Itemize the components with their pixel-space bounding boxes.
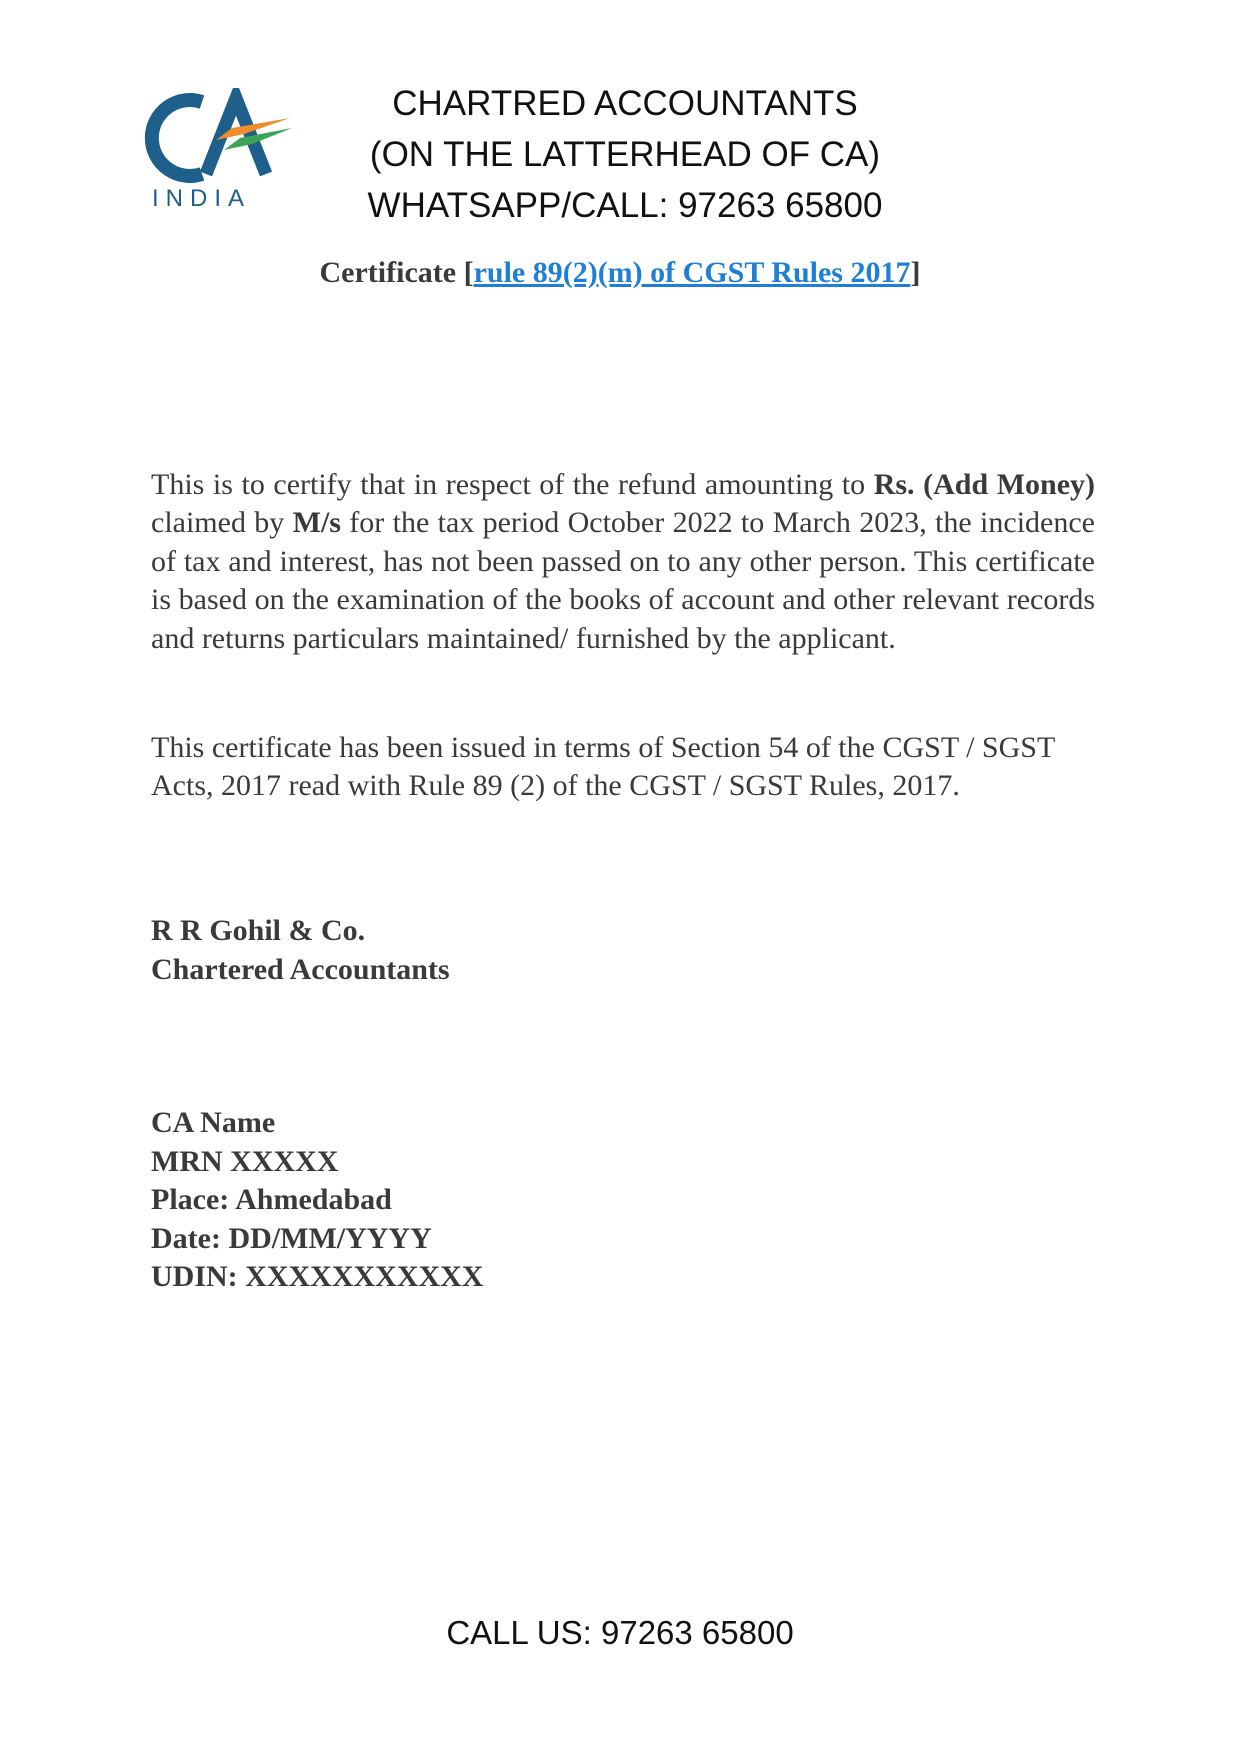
issuance-paragraph: This certificate has been issued in terms of Section 54 of the CGST / SGST Acts, 2017 read with Rule 89 (2) of the CGST / SGST Rules, 2017. (151, 731, 1055, 803)
ca-india-logo (140, 88, 300, 212)
certification-paragraph (151, 466, 1095, 658)
footer-contact: CALL US: 97263 65800 (446, 1614, 794, 1651)
firm-block (151, 912, 450, 989)
paragraph1-text-3: for the tax period October 2022 to March 2023, the incidence of tax and interest, has not been passed on to any other person. This certificate is based on the examination of the books of account and other relevant records and returns particulars maintained/ furnished by the applicant. (151, 506, 1095, 655)
firm-name: R R Gohil & Co. (151, 914, 366, 947)
signatory-mrn: MRN XXXXX (151, 1144, 339, 1178)
signatory-place: Place: Ahmedabad (151, 1183, 392, 1216)
certificate-title-suffix: ] (910, 256, 921, 289)
header-line-2: (ON THE LATTERHEAD OF CA) (369, 135, 881, 174)
certificate-title (0, 256, 1240, 290)
certificate-title-prefix: Certificate [ (319, 256, 474, 289)
header-line-3: WHATSAPP/CALL: 97263 65800 (367, 186, 883, 225)
rule-link[interactable]: rule 89(2)(m) of CGST Rules 2017 (473, 256, 911, 289)
party-name: M/s (292, 506, 341, 540)
signatory-date: Date: DD/MM/YYYY (151, 1221, 432, 1255)
signatory-block (151, 1104, 483, 1297)
refund-amount: Rs. (Add Money) (873, 468, 1096, 501)
paragraph1-text-2: claimed by (151, 506, 293, 540)
ca-india-logo-graphic (140, 88, 300, 212)
letterhead-header (320, 78, 930, 231)
header-line-1: CHARTRED ACCOUNTANTS (392, 84, 858, 123)
signatory-name: CA Name (151, 1106, 276, 1139)
signatory-udin: UDIN: XXXXXXXXXXX (151, 1260, 484, 1293)
logo-tagline: INDIA (152, 185, 252, 212)
paragraph1-text-1: This is to certify that in respect of the refund amounting to (151, 468, 874, 501)
firm-title: Chartered Accountants (151, 952, 450, 986)
